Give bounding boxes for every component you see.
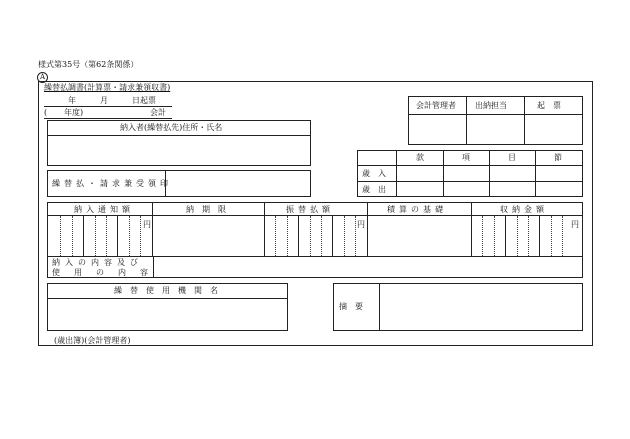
fiscal-nendo: 年度) — [64, 108, 84, 117]
approval-header-kihyo: 起 票 — [537, 101, 561, 110]
date-year: 年 — [68, 96, 76, 105]
remarks-label-2: 使用の内容 — [52, 268, 162, 277]
budget-table — [357, 150, 583, 197]
fiscal-paren: ( — [44, 108, 48, 117]
payer-header: 納入者(繰替払先)住所・氏名 — [120, 123, 223, 132]
yen-transfer: 円 — [357, 220, 365, 229]
remarks-label-1: 納入の内容及び — [52, 258, 143, 267]
circle-a-marker: A — [37, 72, 48, 83]
form-number: 様式第35号（第62条関係） — [38, 60, 139, 69]
main-header-basis: 積算の基礎 — [387, 205, 447, 214]
footer-note: (歳出簿)(会計管理者) — [54, 336, 131, 345]
main-header-receipt: 収納金額 — [500, 205, 548, 214]
main-header-notice: 納入通知額 — [74, 205, 134, 214]
budget-header-ko: 項 — [462, 153, 470, 162]
seal-label: 繰替払・請求兼受領印 — [52, 179, 172, 188]
approval-header-kanri: 会計管理者 — [416, 101, 456, 110]
budget-row-saishutsu: 歳 出 — [362, 185, 386, 194]
budget-header-setsu: 節 — [554, 153, 562, 162]
approval-header-tanto: 出納担当 — [475, 101, 507, 110]
budget-header-moku: 目 — [508, 153, 516, 162]
form-title: 繰替払調書(計算票・請求兼領収書) — [44, 83, 171, 92]
fiscal-kaikei: 会計 — [150, 108, 166, 117]
agency-header: 繰替使用機関名 — [114, 286, 226, 295]
memo-box — [333, 283, 583, 331]
memo-label: 摘 要 — [339, 302, 363, 311]
main-header-transfer: 振替払額 — [286, 205, 334, 214]
date-month: 月 — [100, 96, 108, 105]
budget-header-kan: 款 — [416, 153, 424, 162]
budget-row-sainyu: 歳 入 — [362, 169, 386, 178]
yen-notice: 円 — [143, 220, 151, 229]
date-day: 日起票 — [132, 96, 156, 105]
main-header-deadline: 納期限 — [186, 205, 234, 214]
yen-receipt: 円 — [571, 220, 579, 229]
